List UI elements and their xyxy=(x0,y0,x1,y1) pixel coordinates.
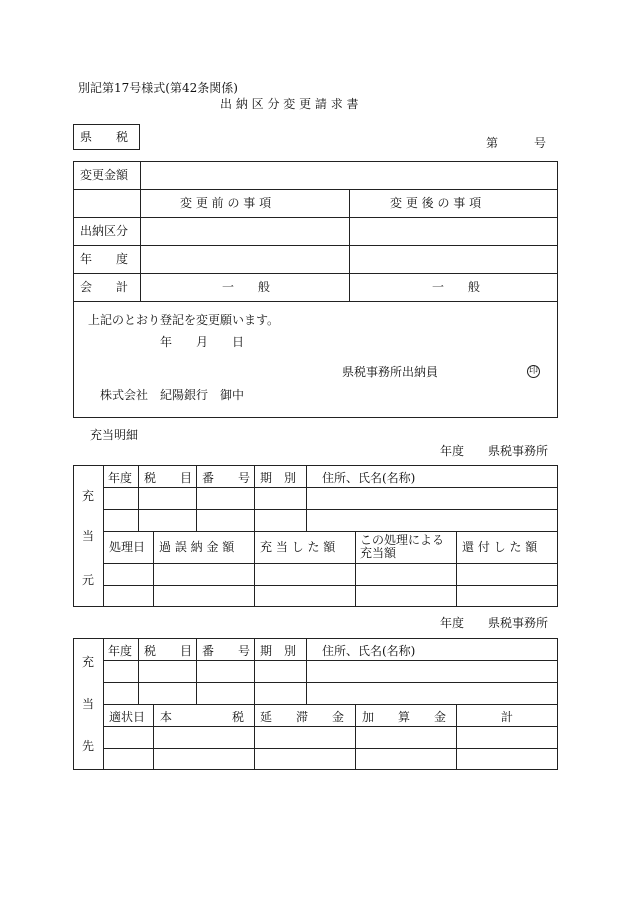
before-column-header: 変 更 前 の 事 項 xyxy=(180,196,272,210)
dest-side-1: 充 xyxy=(82,655,95,669)
account-before-value: 一 般 xyxy=(222,280,271,294)
dest-header-number: 番 号 xyxy=(202,644,251,658)
detail-title: 充当明細 xyxy=(90,428,139,442)
after-column-header: 変 更 後 の 事 項 xyxy=(390,196,482,210)
date-line: 年 月 日 xyxy=(160,335,245,349)
dest-header-tax: 本 税 xyxy=(160,710,245,724)
year-label: 年 度 xyxy=(80,252,129,266)
office-line-1: 年度 県税事務所 xyxy=(440,444,549,458)
source-header-year: 年度 xyxy=(108,471,133,485)
source-side-3: 元 xyxy=(82,573,95,587)
dest-header-address: 住所、氏名(名称) xyxy=(322,644,416,658)
source-header-applied: 充 当 し た 額 xyxy=(260,540,336,554)
tax-label: 県 税 xyxy=(80,130,129,144)
source-header-address: 住所、氏名(名称) xyxy=(322,471,416,485)
number-label: 第 号 xyxy=(486,136,547,150)
source-header-this-amount: この処理による充当額 xyxy=(360,533,445,560)
dest-header-delay: 延 滞 金 xyxy=(260,710,345,724)
division-label: 出納区分 xyxy=(80,224,129,238)
source-header-number: 番 号 xyxy=(202,471,251,485)
source-header-refund: 還 付 し た 額 xyxy=(462,540,538,554)
source-side-1: 充 xyxy=(82,489,95,503)
dest-side-3: 先 xyxy=(82,739,95,753)
amount-label: 変更金額 xyxy=(80,168,129,182)
account-after-value: 一 般 xyxy=(432,280,481,294)
dest-header-period: 期 別 xyxy=(260,644,297,658)
dest-header-total: 計 xyxy=(501,710,514,724)
dest-header-additional: 加 算 金 xyxy=(362,710,447,724)
seal-mark: 印 xyxy=(528,366,538,376)
source-header-date: 処理日 xyxy=(109,540,146,554)
main-form-table xyxy=(73,161,558,418)
source-header-overpaid: 過 誤 納 金 額 xyxy=(159,540,235,554)
office-line-2: 年度 県税事務所 xyxy=(440,616,549,630)
bank-addressee: 株式会社 紀陽銀行 御中 xyxy=(100,388,245,402)
request-text: 上記のとおり登記を変更願います。 xyxy=(88,313,280,327)
form-reference: 別記第17号様式(第42条関係) xyxy=(78,81,238,95)
dest-header-year: 年度 xyxy=(108,644,133,658)
dest-side-2: 当 xyxy=(82,697,95,711)
dest-header-date: 適状日 xyxy=(109,710,146,724)
official-title: 県税事務所出納員 xyxy=(342,365,439,379)
dest-header-item: 税 目 xyxy=(144,644,193,658)
page-title: 出 納 区 分 変 更 請 求 書 xyxy=(220,97,359,111)
account-label: 会 計 xyxy=(80,280,129,294)
source-header-item: 税 目 xyxy=(144,471,193,485)
source-side-2: 当 xyxy=(82,529,95,543)
source-header-period: 期 別 xyxy=(260,471,297,485)
